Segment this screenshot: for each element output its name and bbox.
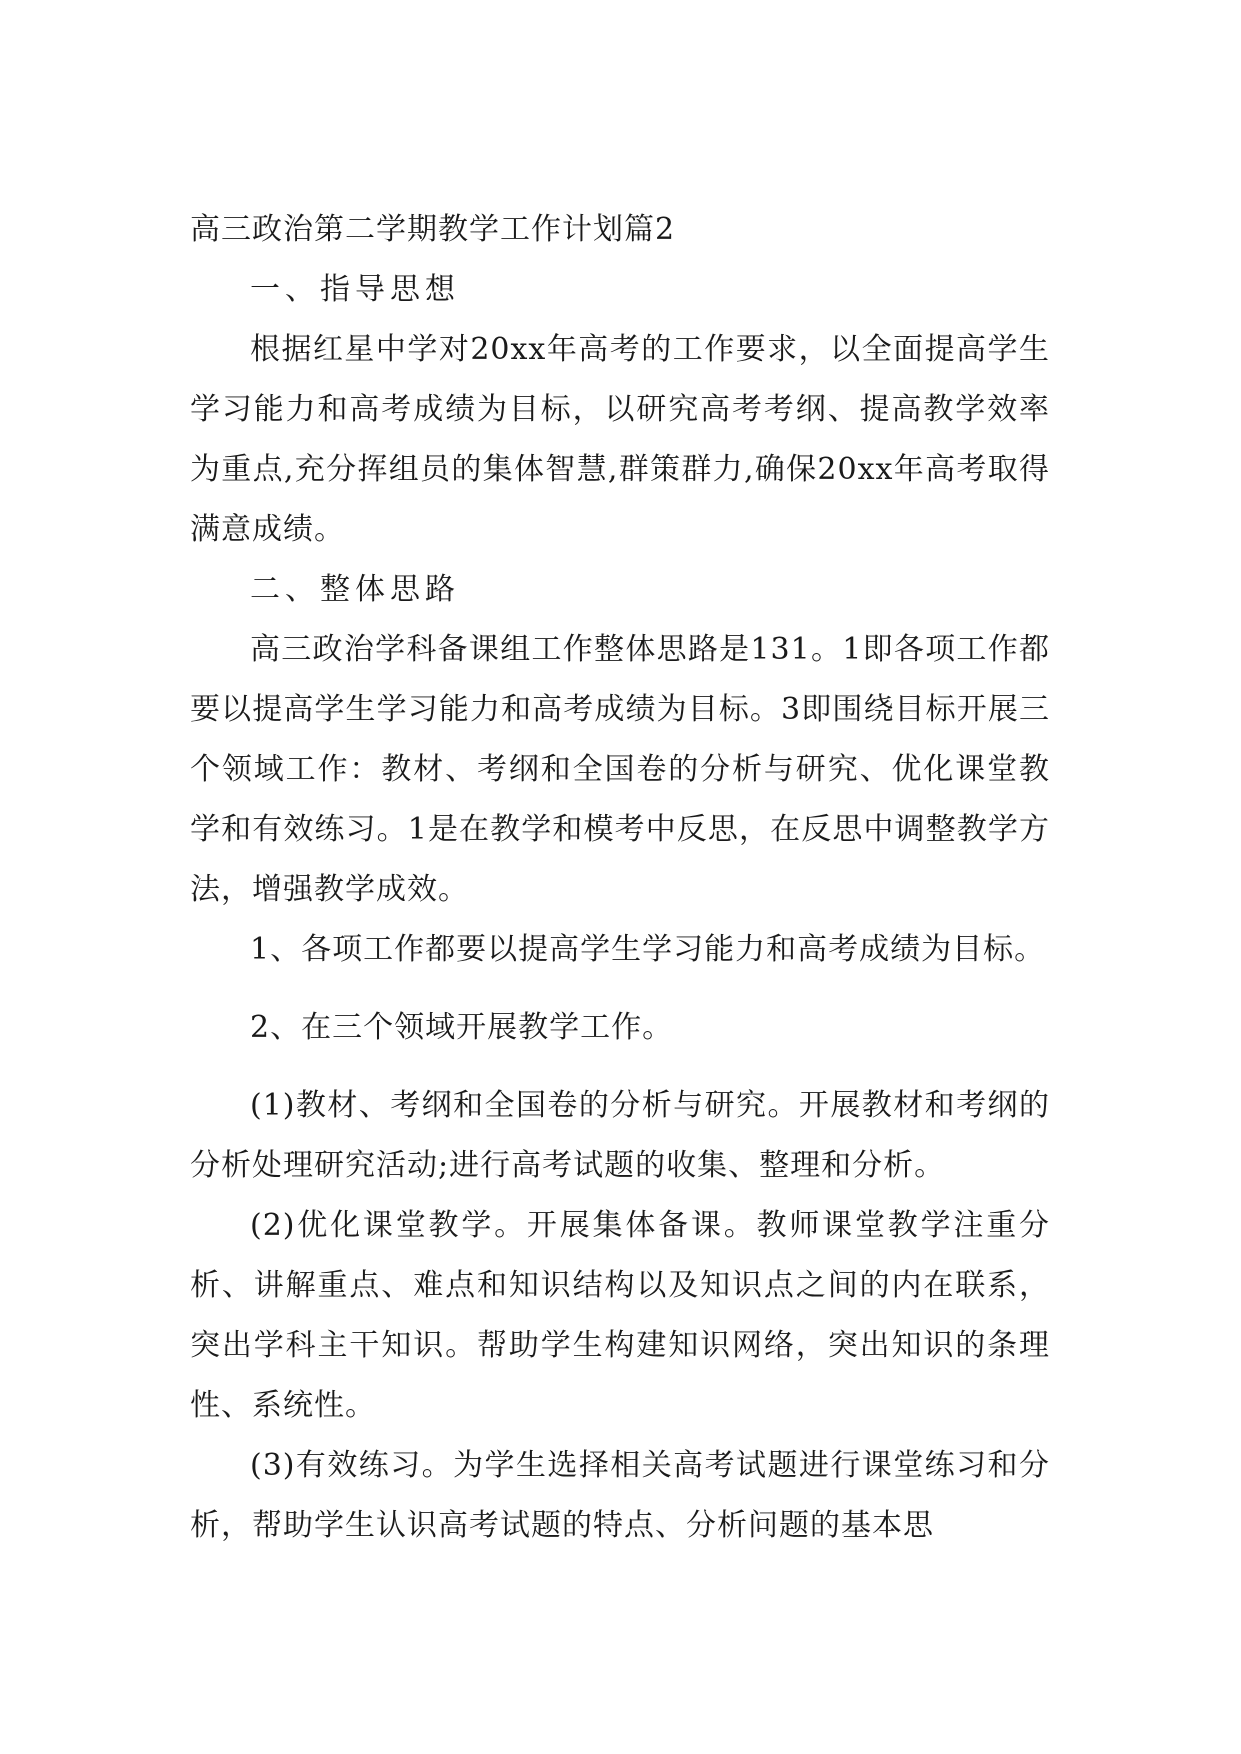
document-title: 高三政治第二学期教学工作计划篇2 bbox=[190, 212, 676, 247]
paragraph-subitem-2: (2)优化课堂教学。开展集体备课。教师课堂教学注重分析、讲解重点、难点和知识结构以及知识点之间的内在联系，突出学科主干知识。帮助学生构建知识网络，突出知识的条理性、系统性。 bbox=[190, 1208, 1050, 1423]
paragraph-guiding-thought: 根据红星中学对20xx年高考的工作要求，以全面提高学生学习能力和高考成绩为目标，以研究高考考纲、提高教学效率为重点,充分挥组员的集体智慧,群策群力,确保20xx年高考取得满意成绩。 bbox=[190, 332, 1050, 547]
paragraph-overall-approach: 高三政治学科备课组工作整体思路是131。1即各项工作都要以提高学生学习能力和高考成绩为目标。3即围绕目标开展三个领域工作：教材、考纲和全国卷的分析与研究、优化课堂教学和有效练习。1是在教学和模考中反思，在反思中调整教学方法，增强教学成效。 bbox=[190, 632, 1050, 907]
section-heading-guiding-thought: 一、指导思想 bbox=[250, 272, 460, 307]
section-heading-overall-approach: 二、整体思路 bbox=[250, 572, 460, 607]
paragraph-item-1: 1、各项工作都要以提高学生学习能力和高考成绩为目标。 bbox=[250, 932, 1046, 967]
paragraph-subitem-3: (3)有效练习。为学生选择相关高考试题进行课堂练习和分析，帮助学生认识高考试题的特点、分析问题的基本思 bbox=[190, 1448, 1050, 1543]
paragraph-subitem-1: (1)教材、考纲和全国卷的分析与研究。开展教材和考纲的分析处理研究活动;进行高考试题的收集、整理和分析。 bbox=[190, 1088, 1050, 1183]
document-body bbox=[190, 200, 1050, 1556]
paragraph-item-2: 2、在三个领域开展教学工作。 bbox=[250, 1010, 674, 1045]
